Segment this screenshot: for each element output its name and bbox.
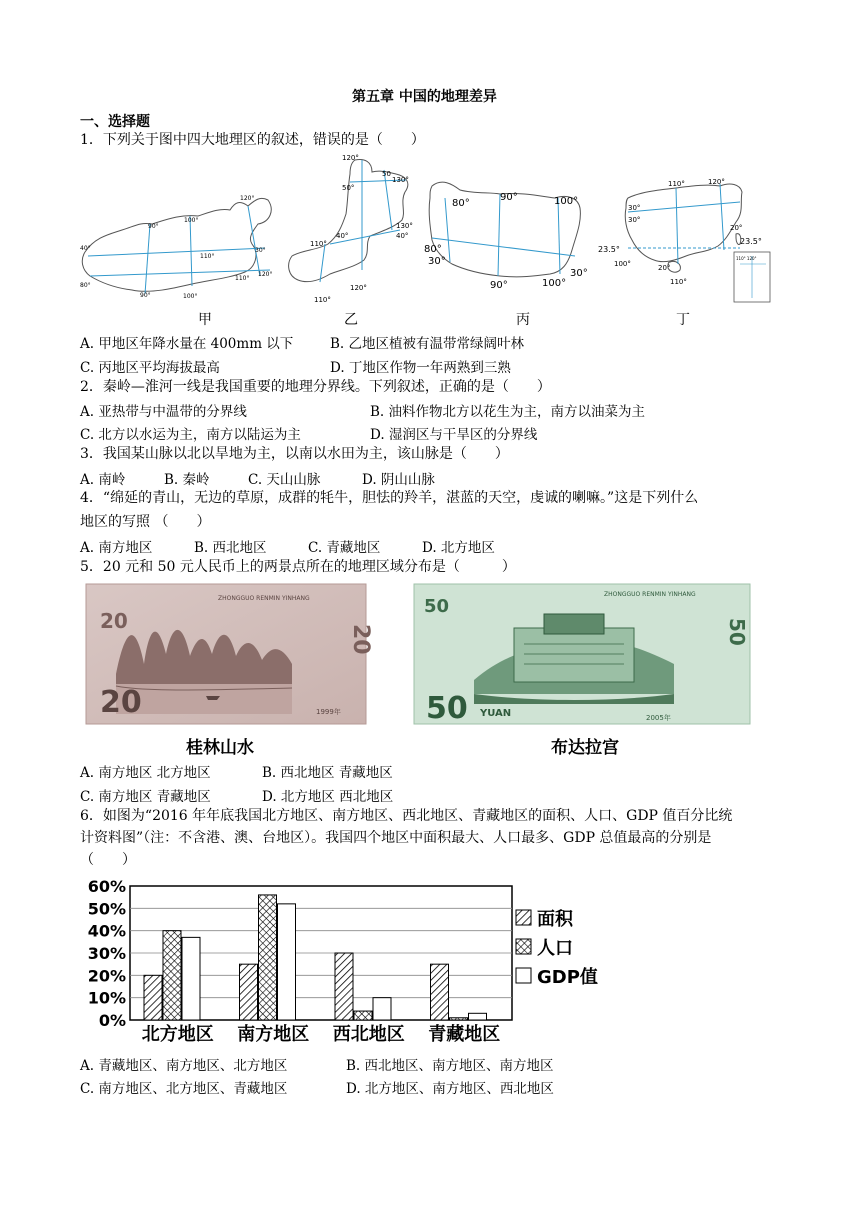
bar-GDP值-南方地区 [278, 904, 296, 1020]
legend-swatch [516, 939, 531, 954]
q6-option-c[interactable]: C. 南方地区、北方地区、青藏地区 [80, 1081, 288, 1097]
map-bing [424, 182, 588, 291]
svg-text:23.5°: 23.5° [598, 245, 620, 254]
percentage-bar-chart [86, 872, 646, 1052]
banknote-50-image [414, 584, 750, 724]
bar-GDP值-北方地区 [182, 937, 200, 1020]
svg-text:130°: 130° [396, 222, 413, 230]
svg-text:20°: 20° [730, 224, 743, 232]
x-category-label: 青藏地区 [428, 1024, 501, 1045]
svg-text:80°: 80° [80, 282, 91, 289]
q3-option-b[interactable]: B. 秦岭 [164, 472, 210, 488]
question-4-stem-line1: 4．“绵延的青山，无边的草原，成群的牦牛，胆怯的羚羊，湛蓝的天空，虔诚的喇嘛。”这是下列什么 [80, 490, 699, 506]
y-tick-label: 10% [87, 988, 126, 1008]
svg-text:20°: 20° [658, 264, 671, 272]
bar-面积-北方地区 [144, 975, 162, 1020]
q3-option-d[interactable]: D. 阴山山脉 [362, 472, 435, 488]
svg-text:110°: 110° [235, 275, 250, 282]
svg-text:90°: 90° [500, 192, 518, 203]
x-category-label: 北方地区 [141, 1024, 214, 1045]
map-yi [289, 154, 413, 304]
bar-面积-青藏地区 [431, 964, 449, 1020]
svg-text:30°: 30° [628, 216, 641, 224]
legend-label: GDP值 [537, 967, 598, 988]
svg-text:100°: 100° [542, 278, 567, 289]
bar-人口-青藏地区 [450, 1018, 468, 1020]
q1-option-d[interactable]: D. 丁地区作物一年两熟到三熟 [330, 360, 511, 376]
q3-option-c[interactable]: C. 天山山脉 [248, 472, 321, 488]
svg-text:110°: 110° [668, 180, 685, 188]
y-tick-label: 50% [87, 899, 126, 919]
note50-unit: YUAN [480, 708, 512, 719]
svg-text:90°: 90° [140, 292, 151, 299]
svg-text:50°: 50° [342, 184, 355, 192]
svg-text:80°: 80° [452, 198, 470, 209]
svg-text:40°: 40° [336, 232, 349, 240]
q5-option-b[interactable]: B. 西北地区 青藏地区 [262, 765, 393, 781]
note20-bank-name: ZHONGGUO RENMIN YINHANG [218, 595, 310, 602]
legend-label: 人口 [537, 938, 573, 959]
bar-面积-西北地区 [335, 953, 353, 1020]
legend-swatch [516, 968, 531, 983]
bar-人口-南方地区 [259, 895, 277, 1020]
q4-option-a[interactable]: A. 南方地区 [80, 540, 153, 556]
bar-GDP值-青藏地区 [469, 1013, 487, 1020]
note20-value-big: 20 [100, 685, 142, 720]
note20-value-side: 20 [348, 624, 373, 655]
svg-text:110°: 110° [200, 253, 215, 260]
question-1-stem: 1．下列关于图中四大地理区的叙述，错误的是（ ） [80, 132, 425, 148]
q1-option-c[interactable]: C. 丙地区平均海拔最高 [80, 360, 220, 376]
question-6-stem-line2: 计资料图”（注：不含港、澳、台地区）。我国四个地区中面积最大、人口最多、GDP 总值最高的分别是 [80, 830, 712, 846]
y-tick-label: 40% [87, 921, 126, 941]
question-4-stem-line2: 地区的写照 （ ） [80, 514, 211, 530]
q6-option-b[interactable]: B. 西北地区、南方地区、南方地区 [346, 1058, 554, 1074]
note50-value-big: 50 [426, 691, 468, 726]
q2-option-b[interactable]: B. 油料作物北方以花生为主，南方以油菜为主 [370, 404, 646, 420]
svg-text:23.5°: 23.5° [740, 237, 762, 246]
q4-option-c[interactable]: C. 青藏地区 [308, 540, 381, 556]
question-6-stem-line3: （ ） [80, 852, 136, 868]
y-tick-label: 20% [87, 966, 126, 986]
region-maps-figure [80, 152, 780, 332]
page-title: 第五章 中国的地理差异 [352, 89, 497, 105]
note50-bank-name: ZHONGGUO RENMIN YINHANG [604, 591, 696, 598]
caption-20-note: 桂林山水 [186, 738, 254, 758]
q5-option-d[interactable]: D. 北方地区 西北地区 [262, 789, 394, 805]
svg-text:40°: 40° [80, 245, 91, 252]
y-tick-label: 30% [87, 944, 126, 963]
banknote-20-image [86, 584, 373, 724]
q2-option-c[interactable]: C. 北方以水运为主，南方以陆运为主 [80, 427, 301, 443]
map-label-jia: 甲 [198, 312, 212, 328]
q2-option-a[interactable]: A. 亚热带与中温带的分界线 [80, 404, 247, 420]
svg-text:100°: 100° [184, 217, 199, 224]
svg-text:120°: 120° [350, 284, 367, 292]
svg-text:30°: 30° [428, 256, 446, 267]
svg-text:110° 120°: 110° 120° [736, 256, 757, 261]
map-label-ding: 丁 [676, 312, 690, 328]
svg-text:50: 50 [382, 170, 391, 178]
svg-text:100°: 100° [183, 293, 198, 300]
legend-swatch [516, 910, 531, 925]
q1-option-b[interactable]: B. 乙地区植被有温带常绿阔叶林 [330, 336, 525, 352]
svg-text:120°: 120° [258, 271, 273, 278]
svg-text:100°: 100° [614, 260, 631, 268]
svg-text:30°: 30° [570, 268, 588, 279]
note50-value-top: 50 [424, 596, 450, 617]
svg-text:120°: 120° [708, 178, 725, 186]
q3-option-a[interactable]: A. 南岭 [80, 472, 126, 488]
note50-year: 2005年 [646, 714, 671, 722]
svg-text:120°: 120° [342, 154, 359, 162]
svg-text:90°: 90° [148, 223, 159, 230]
section-heading: 一、选择题 [80, 114, 150, 130]
bar-GDP值-西北地区 [373, 998, 391, 1020]
note20-value-top: 20 [100, 609, 128, 633]
svg-text:120°: 120° [240, 195, 255, 202]
note20-year: 1999年 [316, 708, 341, 716]
map-label-bing: 丙 [516, 312, 530, 328]
q6-option-d[interactable]: D. 北方地区、南方地区、西北地区 [346, 1081, 554, 1097]
svg-text:110°: 110° [670, 278, 687, 286]
question-6-stem-line1: 6．如图为“2016 年年底我国北方地区、南方地区、西北地区、青藏地区的面积、人口、GDP 值百分比统 [80, 808, 733, 824]
q5-option-a[interactable]: A. 南方地区 北方地区 [80, 765, 211, 781]
bar-人口-北方地区 [163, 931, 181, 1020]
q4-option-d[interactable]: D. 北方地区 [422, 540, 495, 556]
legend-label: 面积 [537, 909, 573, 930]
question-3-stem: 3．我国某山脉以北以旱地为主，以南以水田为主，该山脉是（ ） [80, 446, 509, 462]
note50-value-side: 50 [725, 618, 749, 646]
q5-option-c[interactable]: C. 南方地区 青藏地区 [80, 789, 211, 805]
svg-text:30°: 30° [628, 204, 641, 212]
x-category-label: 南方地区 [237, 1024, 310, 1045]
map-jia [80, 195, 272, 300]
map-ding [598, 178, 770, 302]
svg-text:40°: 40° [396, 232, 409, 240]
map-label-yi: 乙 [344, 312, 358, 328]
svg-text:110°: 110° [314, 296, 331, 304]
y-tick-label: 0% [98, 1011, 126, 1030]
x-category-label: 西北地区 [332, 1024, 405, 1045]
q2-option-d[interactable]: D. 湿润区与干旱区的分界线 [370, 427, 538, 443]
y-tick-label: 60% [87, 877, 126, 896]
bar-面积-南方地区 [240, 964, 258, 1020]
svg-text:30°: 30° [255, 247, 266, 254]
svg-text:90°: 90° [490, 280, 508, 291]
caption-50-note: 布达拉宫 [551, 738, 619, 758]
q4-option-b[interactable]: B. 西北地区 [194, 540, 267, 556]
svg-text:110°: 110° [310, 240, 327, 248]
bar-人口-西北地区 [354, 1011, 372, 1020]
question-2-stem: 2．秦岭—淮河一线是我国重要的地理分界线。下列叙述，正确的是（ ） [80, 379, 551, 395]
question-5-stem: 5．20 元和 50 元人民币上的两景点所在的地理区域分布是（ ） [80, 559, 516, 575]
svg-text:80°: 80° [424, 244, 442, 255]
q1-option-a[interactable]: A. 甲地区年降水量在 400mm 以下 [80, 336, 294, 352]
svg-text:100°: 100° [554, 196, 579, 207]
svg-text:130°: 130° [392, 176, 409, 184]
q6-option-a[interactable]: A. 青藏地区、南方地区、北方地区 [80, 1058, 288, 1074]
